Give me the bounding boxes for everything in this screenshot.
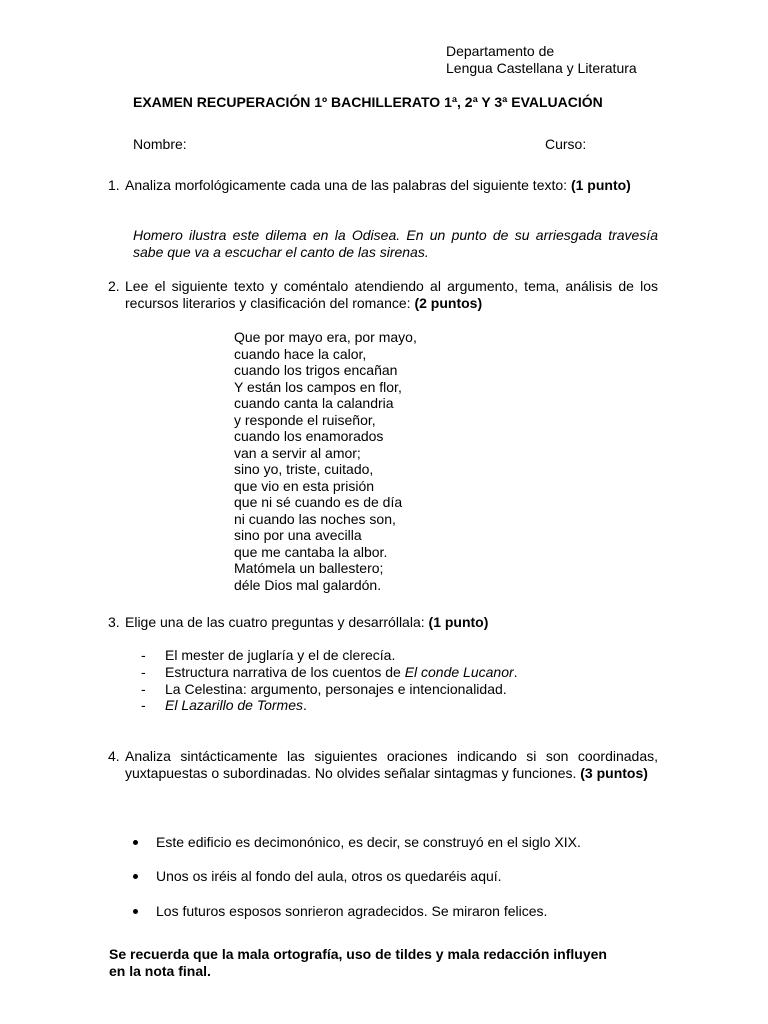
department-line-1: Departamento de (446, 43, 555, 59)
dash-marker: - (141, 681, 146, 697)
course-label: Curso: (545, 136, 587, 152)
poem-line: que vio en esta prisión (234, 477, 375, 494)
poem-line: cuando canta la calandria (234, 395, 394, 411)
sentence-text: Los futuros esposos sonrieron agradecidos. Se miraron felices. (156, 903, 548, 919)
question-2 (108, 278, 658, 311)
question-points: (2 puntos) (414, 294, 483, 311)
question-prompt: Analiza sintácticamente las siguientes oraciones indicando si son coordinadas, yuxtapuestas o subordinadas. No olvides señalar sintagmas y funciones. (125, 748, 658, 781)
book-title: El conde Lucanor (404, 664, 514, 680)
romance-poem (234, 329, 417, 593)
question-number: 1. (108, 177, 120, 193)
option-text: Estructura narrativa de los cuentos de El conde Lucanor. (165, 664, 518, 680)
poem-line: Y están los campos en flor, (234, 378, 402, 395)
dash-marker: - (141, 664, 146, 680)
question-number: 2. (108, 278, 120, 294)
poem-line: sino yo, triste, cuitado, (234, 461, 374, 477)
department-heading (446, 43, 637, 76)
department-line-2: Lengua Castellana y Literatura (446, 59, 637, 76)
question-points: (1 punto) (570, 177, 631, 193)
option-item (141, 697, 307, 714)
sentence-text: Unos os iréis al fondo del aula, otros os quedaréis aquí. (156, 868, 502, 884)
question-3 (108, 614, 658, 631)
exam-title: EXAMEN RECUPERACIÓN 1º BACHILLERATO 1ª, 2ª Y 3ª EVALUACIÓN (133, 94, 603, 110)
name-label: Nombre: (133, 136, 187, 152)
question-number: 3. (108, 614, 120, 630)
option-item (141, 647, 395, 664)
book-title: El Lazarillo de Tormes (165, 697, 303, 713)
morphology-quote: Homero ilustra este dilema en la Odisea. En un punto de su arriesgada travesía sabe que va a escuchar el canto de las sirenas. (133, 227, 658, 260)
question-text (125, 278, 658, 311)
poem-line: cuando hace la calor, (234, 345, 367, 362)
question-prompt: Analiza morfológicamente cada una de las palabras del siguiente texto: (125, 177, 568, 193)
poem-line: cuando los enamorados (234, 428, 384, 444)
option-text: El mester de juglaría y el de clerecía. (165, 647, 396, 663)
poem-line: Que por mayo era, por mayo, (234, 329, 417, 345)
question-prompt: Elige una de las cuatro preguntas y desarróllala: (125, 614, 425, 630)
poem-line: Matómela un ballestero; (234, 560, 384, 576)
sentence-item (133, 868, 502, 885)
question-text (125, 177, 658, 194)
bullet-icon (133, 909, 138, 914)
sentence-item (133, 903, 547, 920)
question-points: (3 puntos) (580, 764, 648, 781)
option-text: La Celestina: argumento, personajes e intencionalidad. (165, 681, 507, 697)
question-text (125, 614, 658, 631)
question-number: 4. (108, 748, 120, 764)
option-item (141, 664, 518, 681)
sentence-text: Este edificio es decimonónico, es decir, se construyó en el siglo XIX. (156, 834, 581, 850)
option-item (141, 681, 507, 698)
poem-line: que ni sé cuando es de día (234, 494, 403, 510)
poem-line: ni cuando las noches son, (234, 510, 396, 527)
bullet-icon (133, 874, 138, 879)
footer-note: Se recuerda que la mala ortografía, uso de tildes y mala redacción influyen en la nota final. (109, 946, 607, 979)
poem-line: déle Dios mal galardón. (234, 576, 382, 593)
poem-line: sino por una avecilla (234, 527, 362, 543)
poem-line: van a servir al amor; (234, 444, 361, 461)
poem-line: cuando los trigos encañan (234, 362, 398, 378)
poem-line: que me cantaba la albor. (234, 543, 388, 560)
question-prompt: Lee el siguiente texto y coméntalo atendiendo al argumento, tema, análisis de los recursos literarios y clasificación del romance: (125, 278, 658, 311)
poem-line: y responde el ruiseñor, (234, 411, 376, 428)
option-text: El Lazarillo de Tormes. (165, 697, 307, 713)
dash-marker: - (141, 647, 146, 663)
sentence-item (133, 834, 581, 851)
question-1 (108, 177, 658, 194)
question-4 (108, 748, 658, 781)
question-text (125, 748, 658, 781)
bullet-icon (133, 840, 138, 845)
dash-marker: - (141, 697, 146, 713)
question-points: (1 punto) (428, 614, 489, 630)
